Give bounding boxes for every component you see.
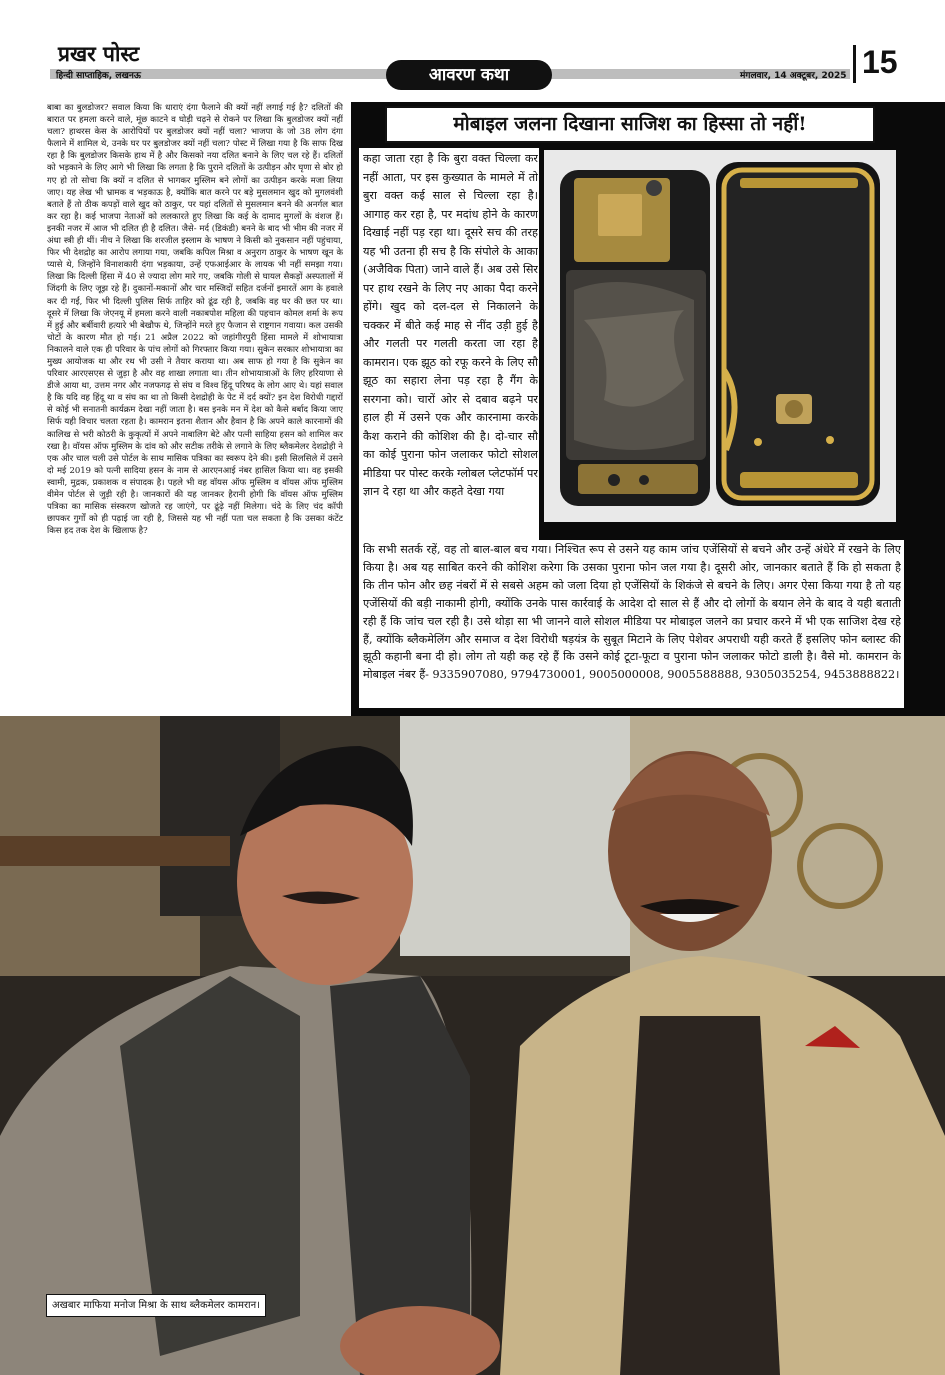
main-photo <box>0 716 945 1375</box>
publication-name: प्रखर पोस्ट <box>58 41 140 66</box>
left-column-text: बाबा का बुलडोजर? सवाल किया कि धाराएं दंगा फैलाने की क्यों नहीं लगाई गई है? दलितों की बारात पर हमला करने वाले, मूंछ काटने व घोड़ी चढ़ने से रोकने पर लिखा कि बुलडोजर क्यों नहीं चला? हाथरस केस के आरोपियों पर बुलडोजर क्यों नहीं चला? भाजपा के जो 38 लोग दंगा फैलाने में शामिल थे, उनके घर पर बुलडोजर क्यों नहीं चला? पोस्ट में लिखा गया है कि साफ दिख रहा है कि बुलडोजर किसके हाथ में है और किसको नया दलित बनाने के लिए चल रहे हैं। दलितों को भड़काने के लिए आगे भी लिखा कि लगता है कि पुराने दलितों के उत्पीड़न और घृणा से बोर हो गए हो तो सोचा कि क्यों न दलित से भागकर मुस्लिम बने लोगों का उत्पीड़न करके मजा लिया जाए। यह लेख भी भ्रामक व भड़काऊ है, क्योंकि बात करने पर बड़े मुसलमान खुद को मुगलवंशी बताते हैं तो ठीक कपड़ों वाले खुद को ठाकुर, पर यहां दलितों से मुसलमान बनने की अनर्गल बात कर रहा है। कई भाजपा नेताओं को ललकारते हुए लिखा कि कई के दामाद मुगलों के वंशज हैं। इनकी नजर में आज भी दलित ही है दलित। जैसे- मर्द (डिकंडी) बनने के बाद भी भीम की नजर में अंधा स्त्री ही थीं। नीच ने लिखा कि शरजील इस्लाम के भाषण ने किसी को नुकसान नहीं पहुंचाया, फिर भी देशद्रोह का आरोप लगाया गया, जबकि कपिल मिश्रा व अनुराग ठाकुर के भाषण खून के प्यासे थे, जिन्होंने विनाशकारी दंगा भड़काया, उन्हें एफआईआर के लायक भी नहीं समझा गया। लिखा कि दिल्ली हिंसा में 40 से ज्यादा लोग मारे गए, जबकि गोली से घायल सैकड़ों अस्पतालों में जिंदगी के लिए जूझ रहे हैं। दुकानों-मकानों और चार मस्जिदों सहित दर्जनों इमारतें आग के हवाले कर दी गईं, फिर भी दिल्ली पुलिस सिर्फ ताहिर को ढूंढ रही है, जबकि वह घर की छत पर था। दूसरे में लिखा कि जेएनयू में हमला करने वाली नकाबपोश महिला की पहचान कोमल शर्मा के रूप में हुई और बर्बीवारी हत्यारे भी बेखौफ थे, जिन्होंने मरते हुए फैजान से राष्ट्रगान गवाया। कल उसकी चोटों के कारण मौत हो गई। 21 अप्रैल 2022 को जहांगीरपुरी हिंसा मामले में शोभायात्रा निकालने वाले एक ही परिवार के पांच लोगों को गिरफ्तार किया गया। सुकेन सरकार शोभायात्रा का मुख्य आयोजक था और रथ भी उसी ने तैयार कराया था। अब साफ हो गया है कि सुकेन का परिवार आरएसएस से जुड़ा है और वह शाखा लगाता था। तीन शोभायात्राओं के लिए हरियाणा से डीजे आया था, उत्तम नगर और नजफगढ़ से संघ व विश्व हिंदू परिषद के लोग आए थे। यहां सवाल है कि यदि वह हिंदू था व संघ का था तो किसी देशद्रोही के पेट में दर्द क्यों? इन देश विरोधी गद्दारों से कोई भी सनातनी कार्यक्रम देखा नहीं जाता है। बस इनके मन में देश को कैसे बर्बाद किया जाए सिर्फ यही विचार चलता रहता है। कामरान इतना शैतान और हैवान है कि अपने काले कारनामों की कालिख से भरी कोठरी के कुकृत्यों में अपने नाबालिग बेटे और पत्नी साहिया हसन को शामिल कर रखा है। वॉयस ऑफ मुस्लिम के दांव को और सटीक तरीके से लगाने के लिए ब्लैकमेलर देशद्रोही ने एक और चाल चली उसे पोर्टल के साथ मासिक पत्रिका का स्वरूप देने की। इसी सिलसिले में उसने दो मई 2019 को पत्नी सादिया हसन के नाम से आरएनआई नंबर हासिल किया था। वह इसकी स्वामी, मुद्रक, प्रकाशक व संपादक है। पहले भी वह वॉयस ऑफ मुस्लिम व वॉयस ऑफ मुस्लिम वीमेन पोर्टल से जुड़ी रही है। जानकारों की यह जानकर हैरानी होगी कि वॉयस ऑफ मुस्लिम पत्रिका का मासिक संस्करण खोजते रह जाएंगे, पर ढूंढ़े नहीं मिलेगा। चंदे के लिए चंद कॉपी छापकर गुर्गों को ही पढ़ाई जा रही है, जिससे यह भी नहीं पता चल सकता है कि उसका कंटेंट किस हद तक देश के खिलाफ है? <box>47 103 343 537</box>
masthead <box>0 0 945 100</box>
upper-body-text: कहा जाता रहा है कि बुरा वक्त चिल्ला कर नहीं आता, पर इस कुख्यात के मामले में तो बुरा वक्त कई साल से चिल्ला रहा है। आगाह कर रहा है, पर मदांध होने के कारण दिखाई नहीं पड़ रहा था। दूसरे सच की तरह यह भी उतना ही सच है कि संपोले के आका (अजैविक पिता) जाने वाले हैं। अब उसे सिर पर हाथ रखने के लिए नए आका पैदा करने होंगे। खुद को दल-दल से निकालने के चक्कर में बीते कई माह से नींद उड़ी हुई है और गलती पर गलती करता जा रहा है कामरान। एक झूठ को रफू करने के लिए सौ झूठ का सहारा लेना पड़ रहा है गैंग के सरगना को। चारों ओर से दबाव बढ़ने पर हाल ही में उसने एक और कारनामा करके कैश कराने की कोशिश की है। दो-चार सौ का कोई पुराना फोन जलाकर फोटो सोशल मीडिया पर पोस्ट करके ग्लोबल प्लेटफॉर्म पर ज्ञान दे रहा था और कहते देखा गया <box>363 152 538 498</box>
issue-date: मंगलवार, 14 अक्टूबर, 2025 <box>740 71 847 81</box>
photo-caption: अखबार माफिया मनोज मिश्रा के साथ ब्लैकमेलर कामरान। <box>46 1294 266 1317</box>
two-men-photo-illustration <box>0 716 945 1375</box>
burned-phone-photo <box>544 150 896 522</box>
page-number: 15 <box>862 44 898 80</box>
page-number-rule <box>853 45 856 83</box>
burned-phone-illustration <box>544 150 896 522</box>
article-headline: मोबाइल जलना दिखाना साजिश का हिस्सा तो नहीं! <box>385 106 875 143</box>
lower-body-text: कि सभी सतर्क रहें, वह तो बाल-बाल बच गया। निश्चित रूप से उसने यह काम जांच एजेंसियों से बचने और उन्हें अंधेरे में रखने के लिए किया है। अब यह साबित करने की कोशिश करेगा कि उसका पुराना फोन जल गया है। दूसरी ओर, जानकार बताते हैं कि हो सकता है कि तीन फोन और छह नंबरों में से सबसे अहम को जला दिया हो एजेंसियों के शिकंजे से बचने के लिए। अगर ऐसा किया गया है तो यह एजेंसियों की बड़ी नाकामी होगी, क्योंकि उनके पास कार्रवाई के आदेश दो साल से हैं और दो लोगों के बयान लेने के बाद वे यही बताती रही हैं कि जांच चल रही है। उसे थोड़ा सा भी जानने वाले सोशल मीडिया पर मोबाइल जलने का प्रचार करने में भी एक साजिश देख रहे हैं, क्योंकि ब्लैकमेलिंग और समाज व देश विरोधी षड़यंत्र के सुबूत मिटाने के लिए पेशेवर अपराधी यही करते हैं इसलिए फोन ब्लास्ट की झूठी कहानी बना दी हो। लोग तो यही कह रहे हैं कि उसने कोई टूटा-फूटा व पुराना फोन जलाकर फोटो डाली है। वैसे मो. कामरान के मोबाइल नंबर हैं- 9335907080, 9794730001, 9005000008, 9005588888, 9305035254, 9453888822। <box>363 543 901 682</box>
section-label: आवरण कथा <box>386 60 552 90</box>
publication-subtitle: हिन्दी साप्ताहिक, लखनऊ <box>56 71 141 81</box>
